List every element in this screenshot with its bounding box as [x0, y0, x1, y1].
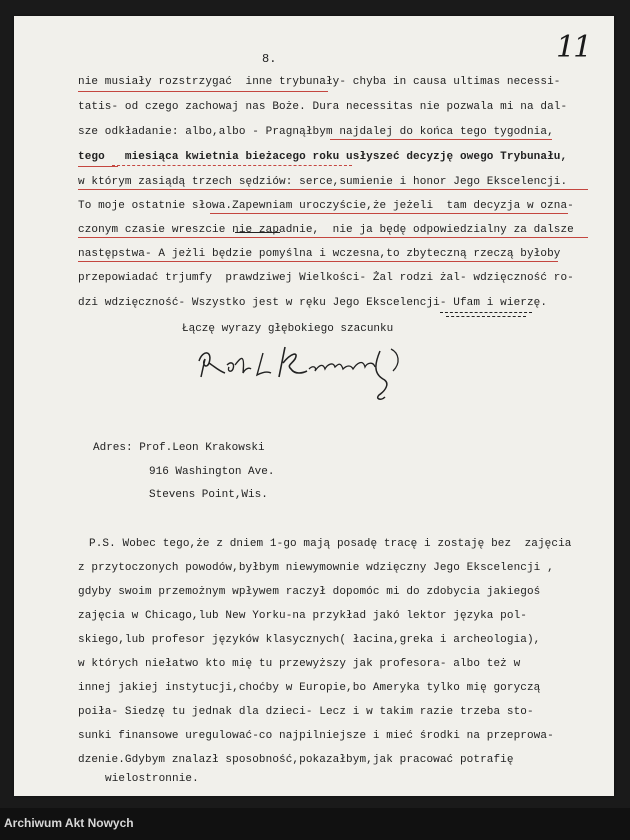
ps-line-9: sunki finansowe uregulować-co najpilniejsze i mieć środki na przeprowa-: [78, 730, 554, 742]
closing-salutation: Łączę wyrazy głębokiego szacunku: [182, 323, 394, 335]
archive-footer-label: Archiwum Akt Nowych: [4, 816, 134, 830]
pencil-underline: [112, 165, 352, 166]
ps-line-1: P.S. Wobec tego,że z dniem 1-go mają posadę tracę i zostaję bez zajęcia: [89, 538, 572, 550]
pencil-underline: [78, 166, 118, 167]
address-line-3: Stevens Point,Wis.: [149, 489, 268, 501]
ps-line-8: poiła- Siedzę tu jednak dla dzieci- Lecz i w takim razie trzeba sto-: [78, 706, 534, 718]
pencil-underline: [78, 261, 558, 262]
letter-line-2: tatis- od czego zachowaj nas Boże. Dura necessitas nie pozwala mi na dal-: [78, 101, 568, 113]
address-line-2: 916 Washington Ave.: [149, 466, 275, 478]
ps-line-10: dzenie.Gdybym znalazł sposobność,pokazałbym,jak pracować potrafię: [78, 754, 514, 766]
page-number: 8.: [262, 52, 277, 66]
pencil-underline: [330, 139, 552, 140]
ps-line-4: zajęcia w Chicago,lub New Yorku-na przykład jakó lektor języka pol-: [78, 610, 527, 622]
handwritten-signature: [195, 343, 425, 405]
letter-line-1: nie musiały rozstrzygać inne trybunały- chyba in causa ultimas necessi-: [78, 76, 561, 88]
ps-line-6: w których niełatwo kto mię tu przewyższy jak profesora- albo też w: [78, 658, 521, 670]
letter-line-3: sze odkładanie: albo,albo - Pragnąłbym najdalej do końca tego tygodnia,: [78, 126, 554, 138]
letter-line-6: To moje ostatnie słowa.Zapewniam uroczyście,że jeżeli tam decyzja w ozna-: [78, 200, 574, 212]
letter-line-10: dzi wdzięczność- Wszystko jest w ręku Jego Ekscelencji- Ufam i wierzę.: [78, 297, 548, 309]
archive-number: 11: [556, 30, 591, 65]
pencil-underline: [78, 237, 588, 238]
ps-line-2: z przytoczonych powodów,byłbym niewymownie wdzięczny Jego Ekscelencji ,: [78, 562, 554, 574]
ps-line-5: skiego,lub profesor języków klasycznych( łacina,greka i archeologia),: [78, 634, 541, 646]
letter-line-9: przepowiadać trjumfy prawdziwej Wielkości- Żal rodzi żal- wdzięczność ro-: [78, 272, 574, 284]
ink-underline: [440, 312, 532, 313]
ps-line-11: wielostronnie.: [105, 773, 199, 785]
pencil-underline: [78, 189, 588, 190]
ink-underline: [235, 232, 280, 233]
letter-line-7: czonym czasie wreszcie nie zapadnie, nie ja będę odpowiedzialny za dalsze: [78, 224, 574, 236]
letter-line-4: tego miesiąca kwietnia bieżacego roku usłyszeć decyzję owego Trybunału,: [78, 151, 568, 163]
letter-line-5: w którym zasiądą trzech sędziów: serce,sumienie i honor Jego Ekscelencji.: [78, 176, 568, 188]
letter-line-8: następstwa- A jeżli będzie pomyślna i wczesna,to zbyteczną rzeczą byłoby: [78, 248, 561, 260]
address-line-1: Adres: Prof.Leon Krakowski: [93, 442, 265, 454]
ps-line-3: gdyby swoim przemożnym wpływem raczył dopomóc mi do zdobycia jakiegoś: [78, 586, 541, 598]
ink-underline: [446, 316, 526, 317]
ps-line-7: innej jakiej instytucji,choćby w Europie,bo Ameryka tylko mię goryczą: [78, 682, 541, 694]
pencil-underline: [210, 213, 568, 214]
pencil-underline: [78, 91, 328, 92]
